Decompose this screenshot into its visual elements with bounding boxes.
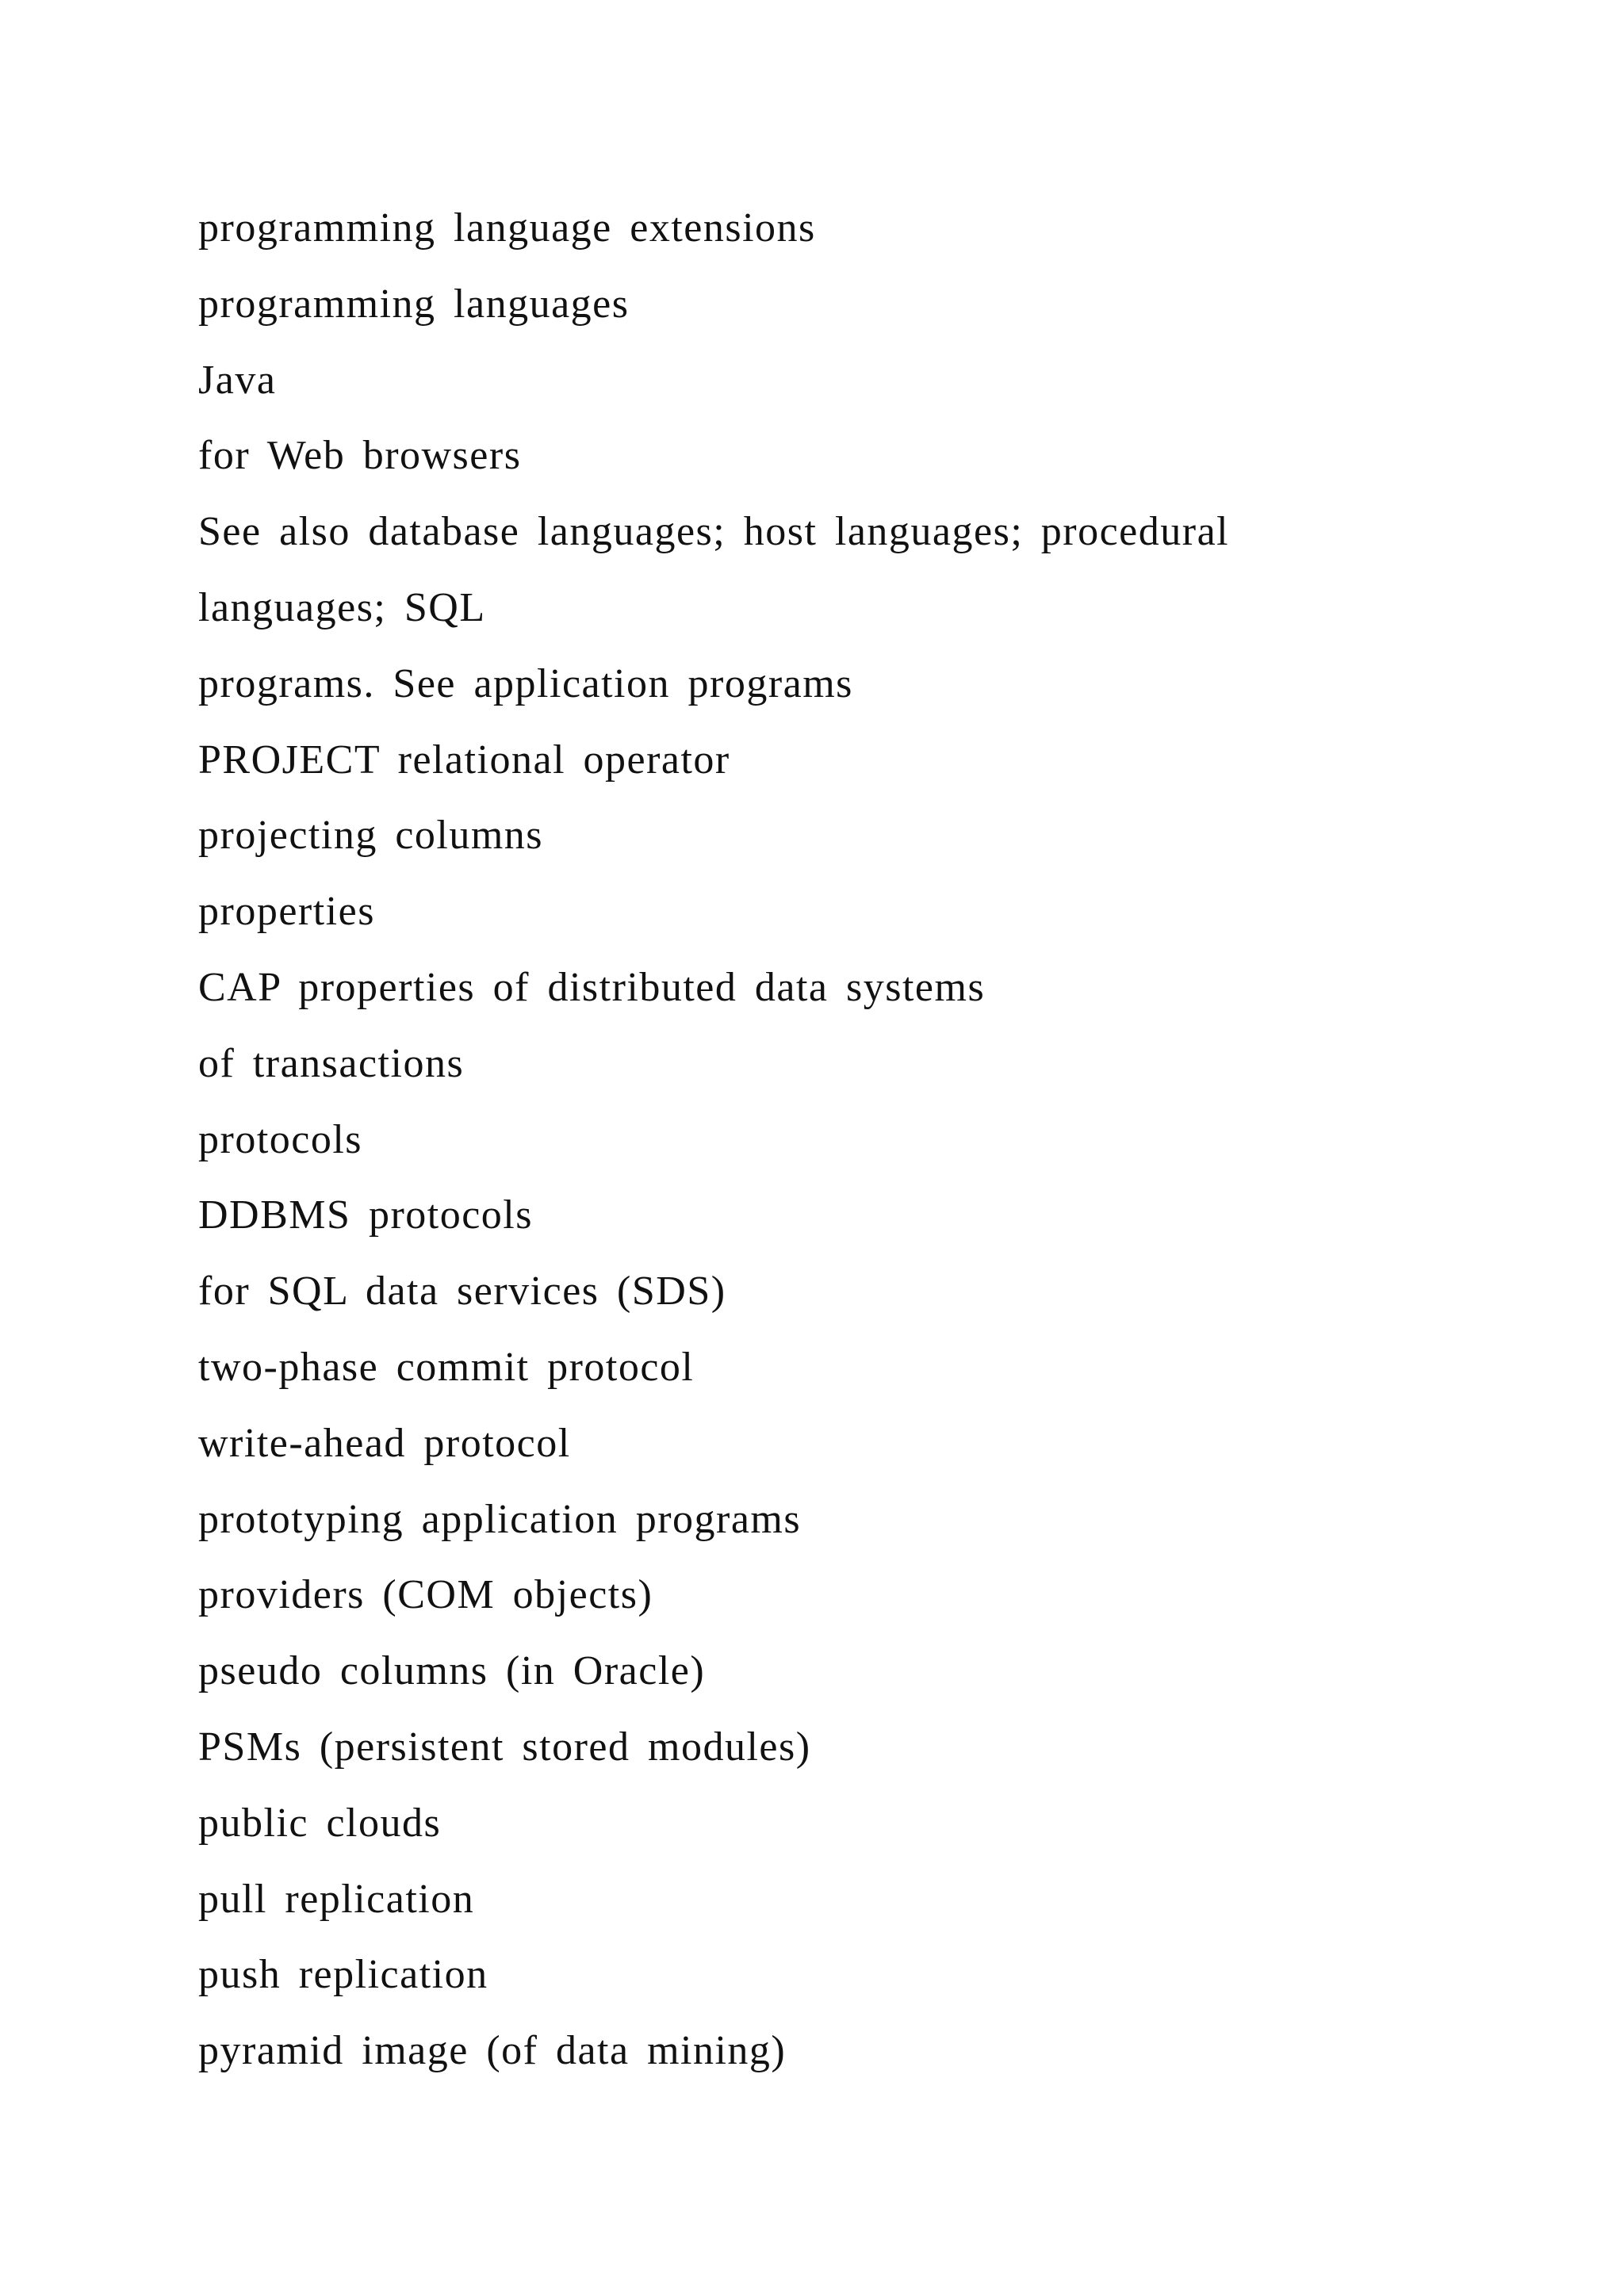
index-entry: protocols [198, 1116, 363, 1162]
index-list [198, 190, 1229, 2089]
index-entry: Java [198, 357, 277, 403]
index-entry: pyramid image (of data mining) [198, 2028, 787, 2074]
index-entry: of transactions [198, 1040, 465, 1086]
index-entry: write-ahead protocol [198, 1420, 571, 1466]
index-entry: programs. See application programs [198, 660, 853, 706]
index-entry: prototyping application programs [198, 1496, 802, 1542]
index-entry: projecting columns [198, 813, 544, 859]
index-entry: DDBMS protocols [198, 1192, 533, 1238]
index-entry: CAP properties of distributed data systems [198, 964, 986, 1010]
index-entry: pseudo columns (in Oracle) [198, 1648, 706, 1694]
index-entry: for SQL data services (SDS) [198, 1269, 726, 1314]
index-entry: properties [198, 889, 375, 935]
index-entry: public clouds [198, 1800, 442, 1846]
index-entry: languages; SQL [198, 584, 486, 630]
index-entry: providers (COM objects) [198, 1572, 653, 1618]
index-entry: PSMs (persistent stored modules) [198, 1724, 811, 1770]
index-entry: pull replication [198, 1876, 475, 1922]
index-entry: PROJECT relational operator [198, 737, 730, 783]
index-entry: See also database languages; host languages; procedural [198, 509, 1230, 555]
index-entry: two-phase commit protocol [198, 1344, 695, 1390]
index-entry: programming language extensions [198, 205, 816, 251]
index-entry: for Web browsers [198, 433, 522, 479]
index-entry: push replication [198, 1952, 488, 1998]
index-entry: programming languages [198, 281, 630, 327]
